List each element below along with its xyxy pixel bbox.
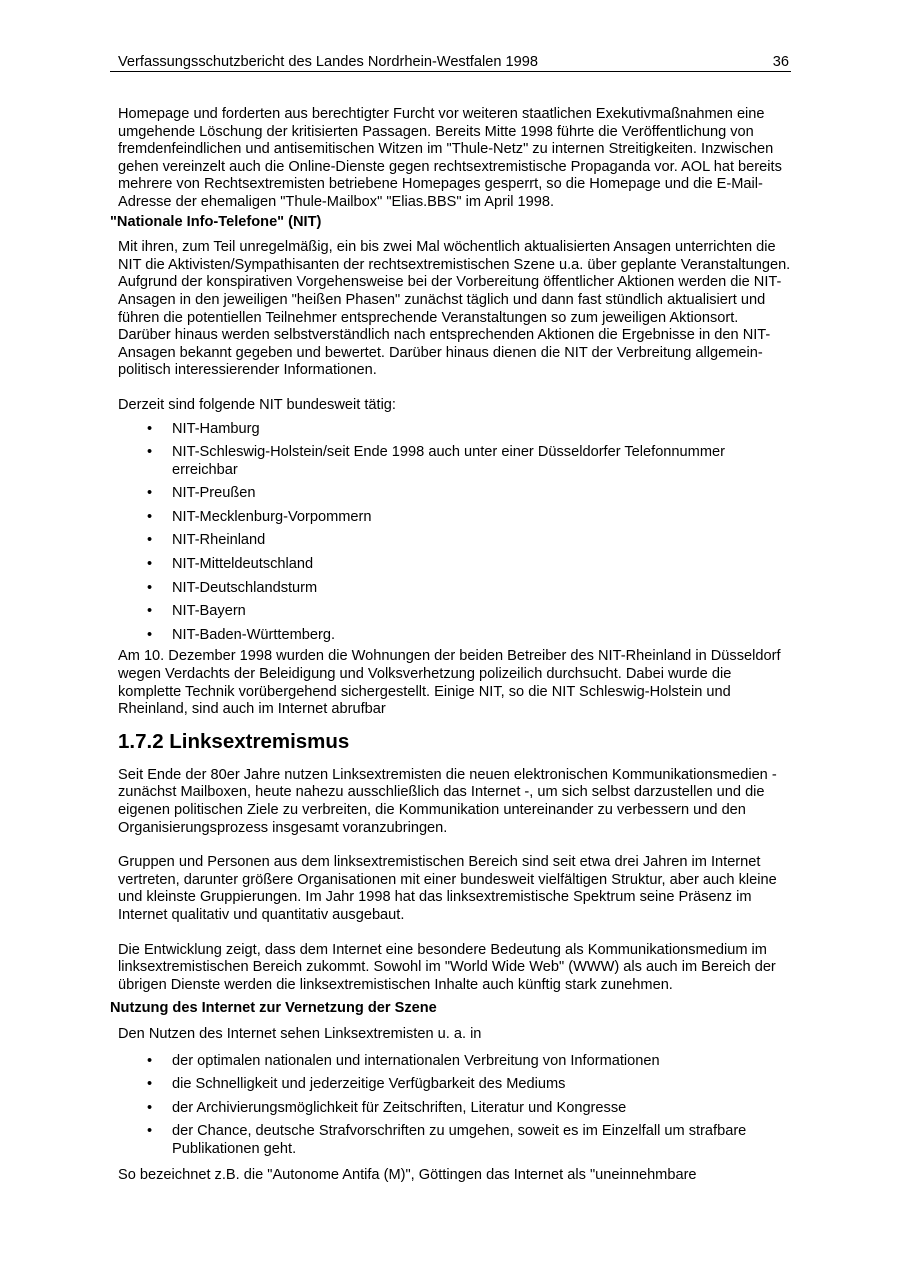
- heading-nutzung: Nutzung des Internet zur Vernetzung der Szene: [110, 1000, 437, 1017]
- page-header: [110, 53, 791, 72]
- list-item: [110, 556, 792, 574]
- paragraph-linksextremismus-2: Gruppen und Personen aus dem linksextremistischen Bereich sind seit etwa drei Jahren im Internet vertreten, darunter größere Organisationen mit einer bundesweit vielfältigen Struktur, aber auch kleine und kleinste Gruppierungen. Im Jahr 1998 hat das linksextremistische Spektrum seine Präsenz im Internet qualitativ und quantitativ ausgebaut.: [118, 854, 777, 923]
- bullet-icon: •: [147, 444, 153, 461]
- heading-nit: "Nationale Info-Telefone" (NIT): [110, 213, 322, 230]
- list-item-text: NIT-Baden-Württemberg.: [172, 626, 336, 643]
- list-item-text: der Chance, deutsche Strafvorschriften zu umgehen, soweit es im Einzelfall um strafbare Publikationen geht.: [172, 1123, 747, 1157]
- list-item: [110, 421, 792, 439]
- bullet-icon: •: [147, 532, 153, 549]
- bullet-icon: •: [147, 579, 153, 596]
- page-content: [110, 106, 792, 1184]
- header-title: Verfassungsschutzbericht des Landes Nordrhein-Westfalen 1998: [118, 54, 538, 70]
- section-heading-linksextremismus: 1.7.2 Linksextremismus: [118, 729, 350, 753]
- list-item: [110, 627, 792, 645]
- bullet-icon: •: [147, 556, 153, 573]
- paragraph-nit-list-intro: Derzeit sind folgende NIT bundesweit tätig:: [118, 396, 396, 413]
- list-item-text: NIT-Bayern: [172, 603, 246, 620]
- bullet-icon: •: [147, 1099, 153, 1116]
- list-item: [110, 603, 792, 621]
- list-item: [110, 1076, 792, 1094]
- list-item-text: der optimalen nationalen und internationalen Verbreitung von Informationen: [172, 1052, 660, 1069]
- page-number: 36: [772, 54, 789, 70]
- bullet-icon: •: [147, 508, 153, 525]
- list-item: [110, 1100, 792, 1118]
- paragraph-linksextremismus-3: Die Entwicklung zeigt, dass dem Internet eine besondere Bedeutung als Kommunikationsmedium im linksextremistischen Bereich zukommt. Sowohl im "World Wide Web" (WWW) als auch im Bereich der übrigen Dienste werden die linksextremistischen Inhalte auch künftig stark zunehmen.: [118, 941, 776, 993]
- list-item: [110, 580, 792, 598]
- bullet-icon: •: [147, 626, 153, 643]
- paragraph-nit: Mit ihren, zum Teil unregelmäßig, ein bis zwei Mal wöchentlich aktualisierten Ansagen unterrichten die NIT die Aktivisten/Sympathisanten der rechtsextremistischen Szene u.a. über geplante Veranstaltungen. Aufgrund der konspirativen Vorgehensweise bei der Vorbereitung öffentlicher Aktionen werden die NIT-Ansagen in den jeweiligen "heißen Phasen" zunächst täglich und dann fast stündlich aktualisiert und führen die potentiellen Teilnehmer entsprechende Veranstaltungen so zum jeweiligen Aktionsort. Darüber hinaus werden selbstverständlich nach entsprechenden Aktionen die Ergebnisse in den NIT-Ansagen bekannt gegeben und bewertet. Darüber hinaus dienen die NIT der Verbreitung allgemein-politisch interessierender Informationen.: [118, 239, 791, 379]
- list-item: [110, 444, 792, 479]
- paragraph-final: So bezeichnet z.B. die "Autonome Antifa (M)", Göttingen das Internet als "uneinnehmbare: [118, 1166, 697, 1183]
- list-item-text: NIT-Deutschlandsturm: [172, 579, 318, 596]
- list-item: [110, 1053, 792, 1071]
- nutzung-list: [110, 1053, 792, 1159]
- list-item-text: NIT-Rheinland: [172, 532, 266, 549]
- list-item-text: der Archivierungsmöglichkeit für Zeitschriften, Literatur und Kongresse: [172, 1099, 627, 1116]
- bullet-icon: •: [147, 603, 153, 620]
- list-item-text: die Schnelligkeit und jederzeitige Verfügbarkeit des Mediums: [172, 1076, 566, 1093]
- list-item-text: NIT-Schleswig-Holstein/seit Ende 1998 auch unter einer Düsseldorfer Telefonnummer erreichbar: [172, 444, 725, 478]
- list-item: [110, 485, 792, 503]
- list-item-text: NIT-Mitteldeutschland: [172, 556, 314, 573]
- list-item: [110, 532, 792, 550]
- paragraph-nit-after: Am 10. Dezember 1998 wurden die Wohnungen der beiden Betreiber des NIT-Rheinland in Düsseldorf wegen Verdachts der Beleidigung und Volksverhetzung polizeilich durchsucht. Dabei wurde die komplette Technik vorübergehend sichergestellt. Einige NIT, so die NIT Schleswig-Holstein und Rheinland, sind auch im Internet abrufbar: [118, 648, 781, 718]
- list-item-text: NIT-Preußen: [172, 485, 256, 502]
- list-item-text: NIT-Mecklenburg-Vorpommern: [172, 508, 372, 525]
- bullet-icon: •: [147, 1052, 153, 1069]
- bullet-icon: •: [147, 1123, 153, 1140]
- bullet-icon: •: [147, 485, 153, 502]
- bullet-icon: •: [147, 420, 153, 437]
- bullet-icon: •: [147, 1076, 153, 1093]
- list-item-text: NIT-Hamburg: [172, 420, 260, 437]
- list-item: [110, 1123, 792, 1158]
- nit-list: [110, 421, 792, 645]
- paragraph-nutzung: Den Nutzen des Internet sehen Linksextremisten u. a. in: [118, 1025, 482, 1042]
- list-item: [110, 509, 792, 527]
- paragraph-intro: Homepage und forderten aus berechtigter Furcht vor weiteren staatlichen Exekutivmaßnahmen eine umgehende Löschung der kritisierten Passagen. Bereits Mitte 1998 führte die Veröffentlichung von fremdenfeindlichen und antisemitischen Witzen im "Thule-Netz" zu internen Streitigkeiten. Inzwischen gehen vereinzelt auch die Online-Dienste gegen rechtsextremistische Propaganda vor. AOL hat bereits mehrere von Rechtsextremisten betriebene Homepages gesperrt, so die Homepage und die E-Mail-Adresse der ehemaligen "Thule-Mailbox" "Elias.BBS" im April 1998.: [118, 106, 782, 210]
- paragraph-linksextremismus-1: Seit Ende der 80er Jahre nutzen Linksextremisten die neuen elektronischen Kommunikationsmedien - zunächst Mailboxen, heute nahezu ausschließlich das Internet -, um sich selbst darzustellen und die eigenen politischen Ziele zu verbreiten, die Kommunikation untereinander zu verbessern und den Organisierungsprozess insgesamt voranzubringen.: [118, 766, 777, 836]
